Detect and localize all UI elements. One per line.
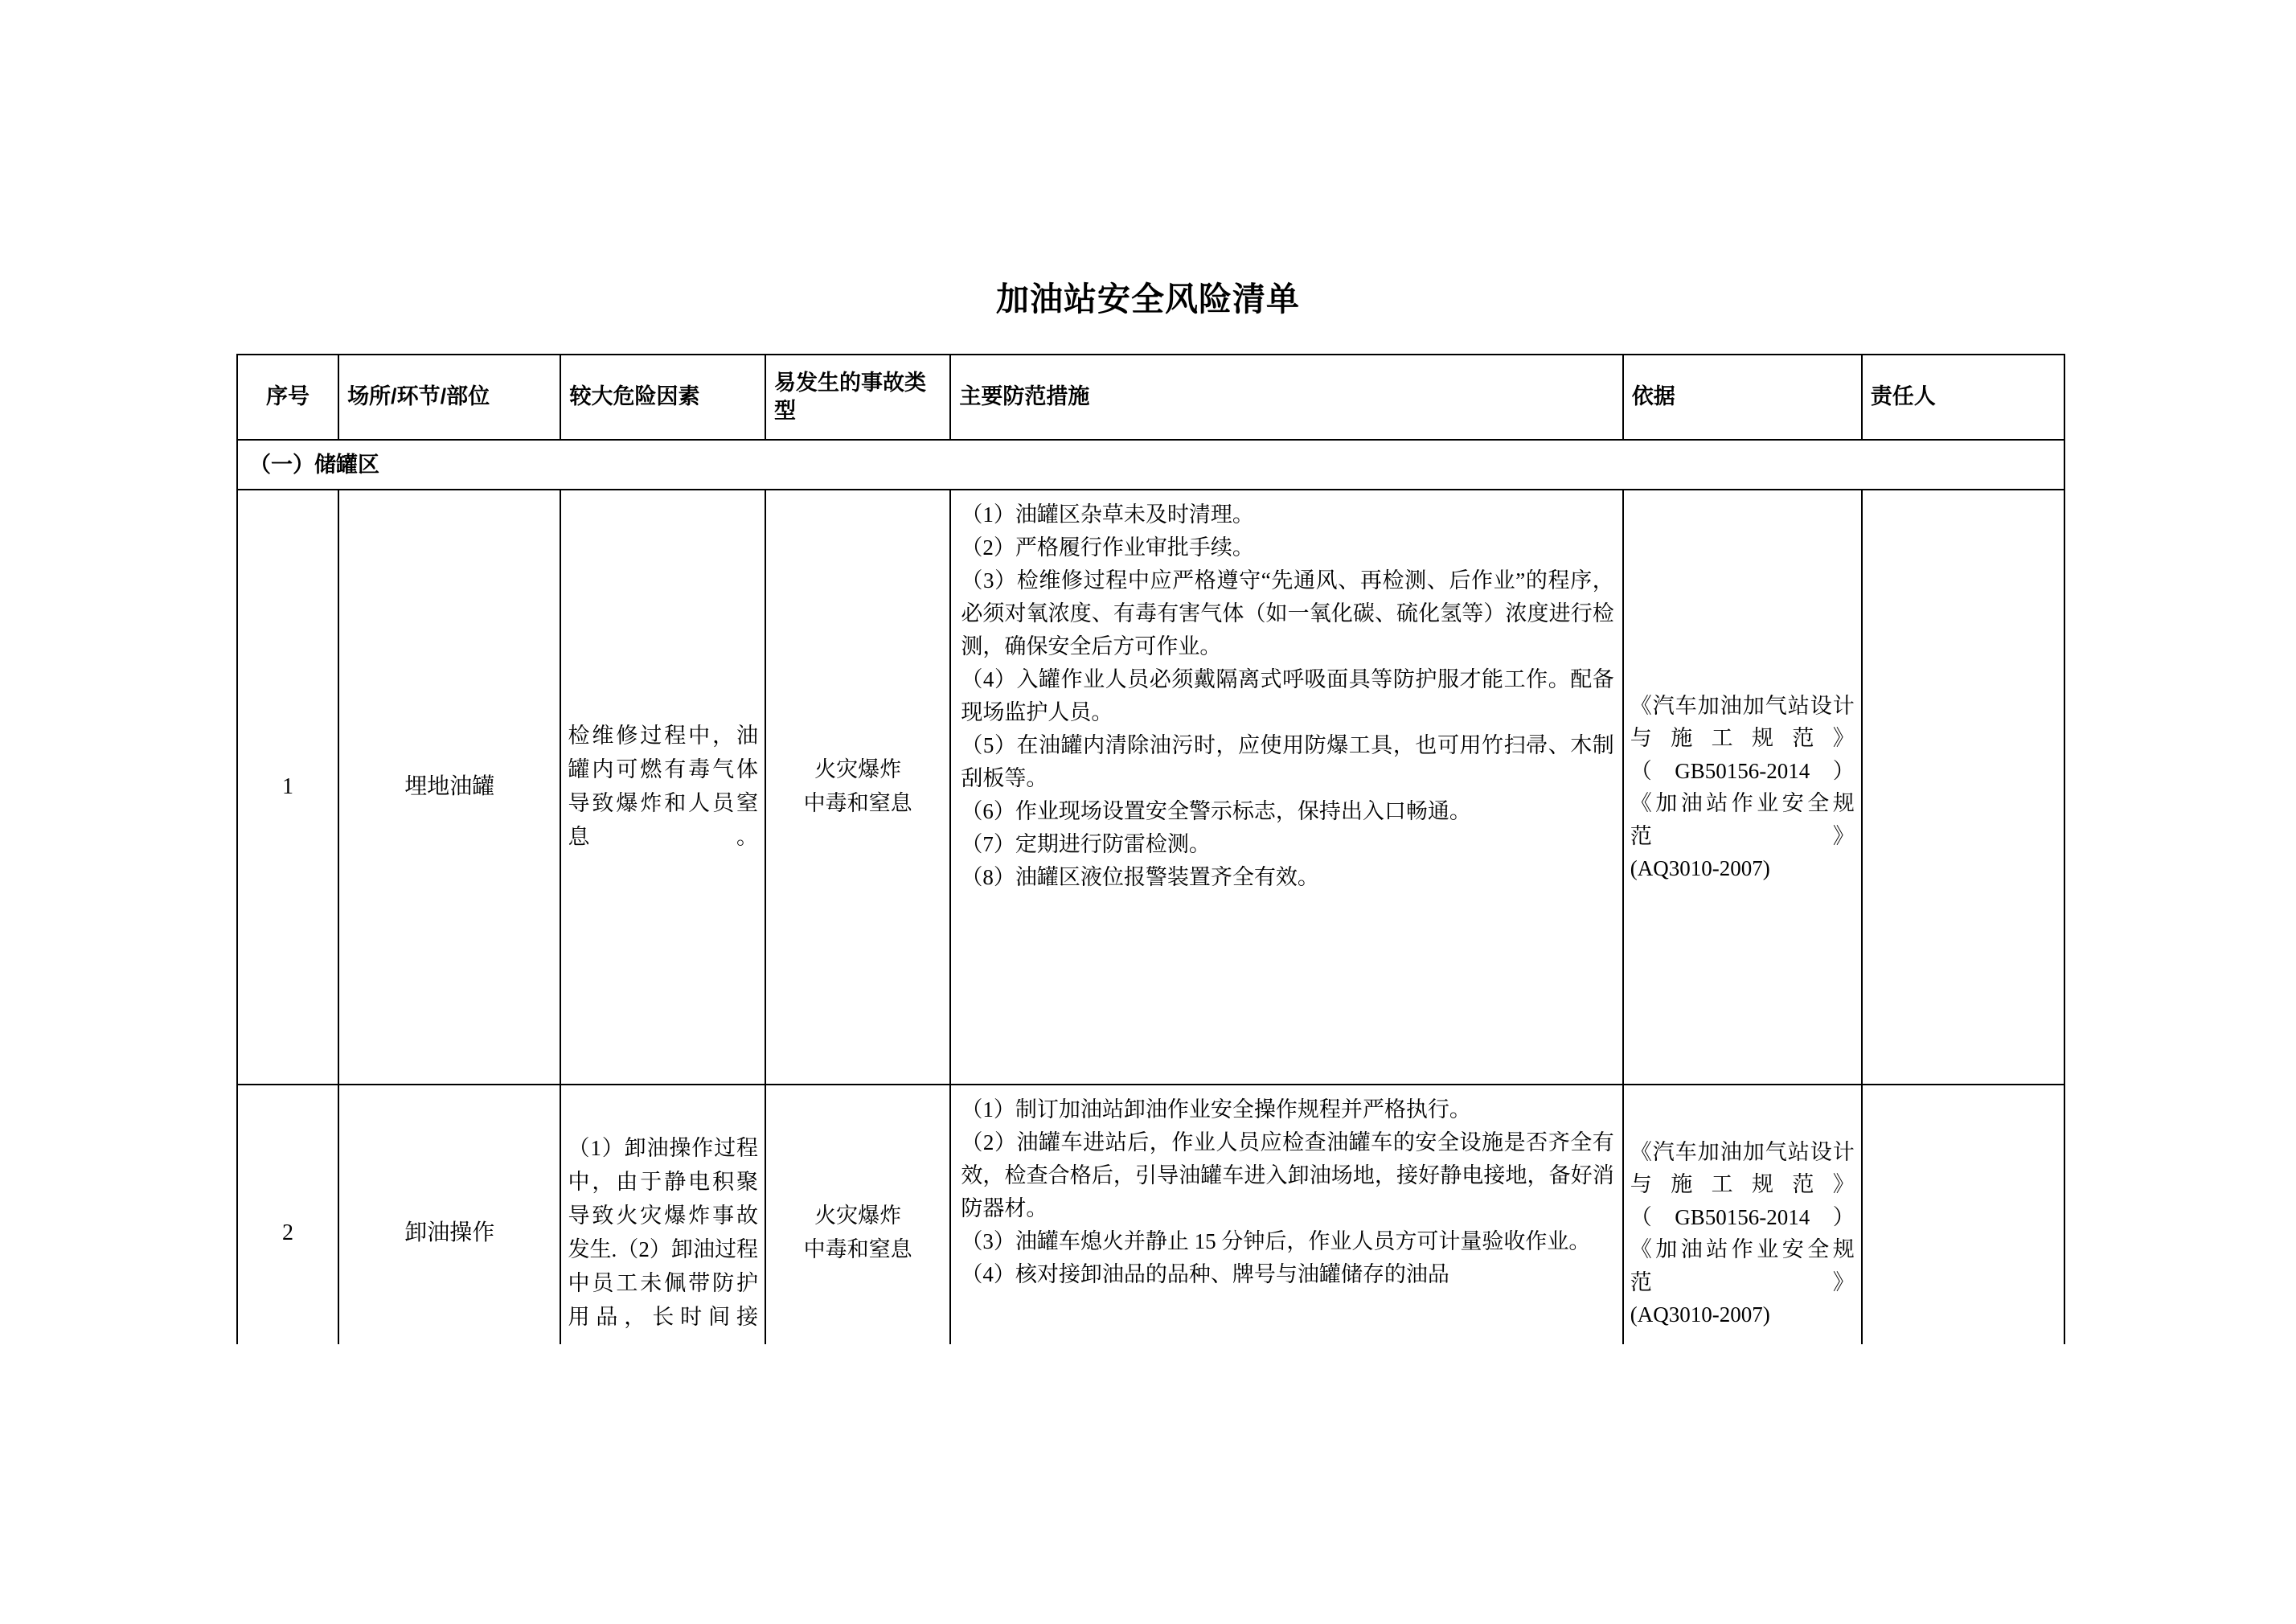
column-header-no: 序号	[237, 355, 338, 440]
basis-line: (AQ3010-2007)	[1630, 1302, 1770, 1327]
cell-hazard: 检维修过程中，油罐内可燃有毒气体导致爆炸和人员窒息。	[560, 490, 765, 1085]
accident-type-line: 中毒和窒息	[803, 791, 912, 815]
measure-item: （5）在油罐内清除油污时，应使用防爆工具，也可用竹扫帚、木制刮板等。	[961, 733, 1614, 791]
column-header-measures: 主要防范措施	[950, 355, 1622, 440]
measure-item: （4）核对接卸油品的品种、牌号与油罐储存的油品	[961, 1262, 1449, 1287]
cell-no: 1	[237, 490, 338, 1085]
column-header-accident-type: 易发生的事故类型	[765, 355, 950, 440]
accident-type-line: 中毒和窒息	[803, 1237, 912, 1261]
cell-basis	[1623, 1085, 1862, 1344]
measure-item: （4）入罐作业人员必须戴隔离式呼吸面具等防护服才能工作。配备现场监护人员。	[961, 667, 1614, 725]
column-header-place: 场所/环节/部位	[338, 355, 560, 440]
basis-line: （GB50156-2014）	[1630, 758, 1855, 783]
measure-item: （7）定期进行防雷检测。	[961, 832, 1211, 857]
cell-measures	[950, 490, 1622, 1085]
measure-item: （3）检维修过程中应严格遵守“先通风、再检测、后作业”的程序，必须对氧浓度、有毒有害气体（如一氧化碳、硫化氢等）浓度进行检测，确保安全后方可作业。	[961, 568, 1614, 659]
cell-accident-type	[765, 490, 950, 1085]
cell-basis	[1623, 490, 1862, 1085]
table-row	[237, 490, 2064, 1085]
accident-type-line: 火灾爆炸	[814, 757, 902, 782]
measure-item: （8）油罐区液位报警装置齐全有效。	[961, 865, 1319, 890]
cell-accident-type	[765, 1085, 950, 1344]
column-header-basis: 依据	[1623, 355, 1862, 440]
page-title: 加油站安全风险清单	[996, 281, 1300, 318]
column-header-person: 责任人	[1862, 355, 2064, 440]
basis-line: 《汽车加油加气站设计与施工规范》	[1630, 1139, 1855, 1196]
measure-item: （1）油罐区杂草未及时清理。	[961, 502, 1254, 527]
cell-place: 卸油操作	[338, 1085, 560, 1344]
cell-place: 埋地油罐	[338, 490, 560, 1085]
cell-no: 2	[237, 1085, 338, 1344]
safety-risk-table	[236, 354, 2065, 1344]
table-row	[237, 1085, 2064, 1344]
basis-line: 《加油站作业安全规范》	[1630, 1237, 1855, 1294]
column-header-hazard: 较大危险因素	[560, 355, 765, 440]
basis-line: 《加油站作业安全规范》	[1630, 791, 1855, 848]
measure-item: （6）作业现场设置安全警示标志，保持出入口畅通。	[961, 799, 1471, 824]
accident-type-line: 火灾爆炸	[814, 1204, 902, 1228]
cell-person	[1862, 1085, 2064, 1344]
table-section-row	[237, 440, 2064, 490]
measure-item: （2）油罐车进站后，作业人员应检查油罐车的安全设施是否齐全有效，检查合格后，引导油罐车进入卸油场地，接好静电接地，备好消防器材。	[961, 1130, 1614, 1221]
cell-person	[1862, 490, 2064, 1085]
section-label-storage-tank-area: （一）储罐区	[237, 440, 2064, 490]
cell-measures	[950, 1085, 1622, 1344]
basis-line: （GB50156-2014）	[1630, 1204, 1855, 1229]
table-header-row	[237, 355, 2064, 440]
measure-item: （2）严格履行作业审批手续。	[961, 535, 1254, 560]
basis-line: (AQ3010-2007)	[1630, 856, 1770, 880]
cell-hazard: （1）卸油操作过程中，由于静电积聚导致火灾爆炸事故发生.（2）卸油过程中员工未佩带防护用品，长时间接	[560, 1085, 765, 1344]
measure-item: （3）油罐车熄火并静止 15 分钟后，作业人员方可计量验收作业。	[961, 1229, 1591, 1254]
basis-line: 《汽车加油加气站设计与施工规范》	[1630, 693, 1855, 750]
measure-item: （1）制订加油站卸油作业安全操作规程并严格执行。	[961, 1097, 1471, 1122]
